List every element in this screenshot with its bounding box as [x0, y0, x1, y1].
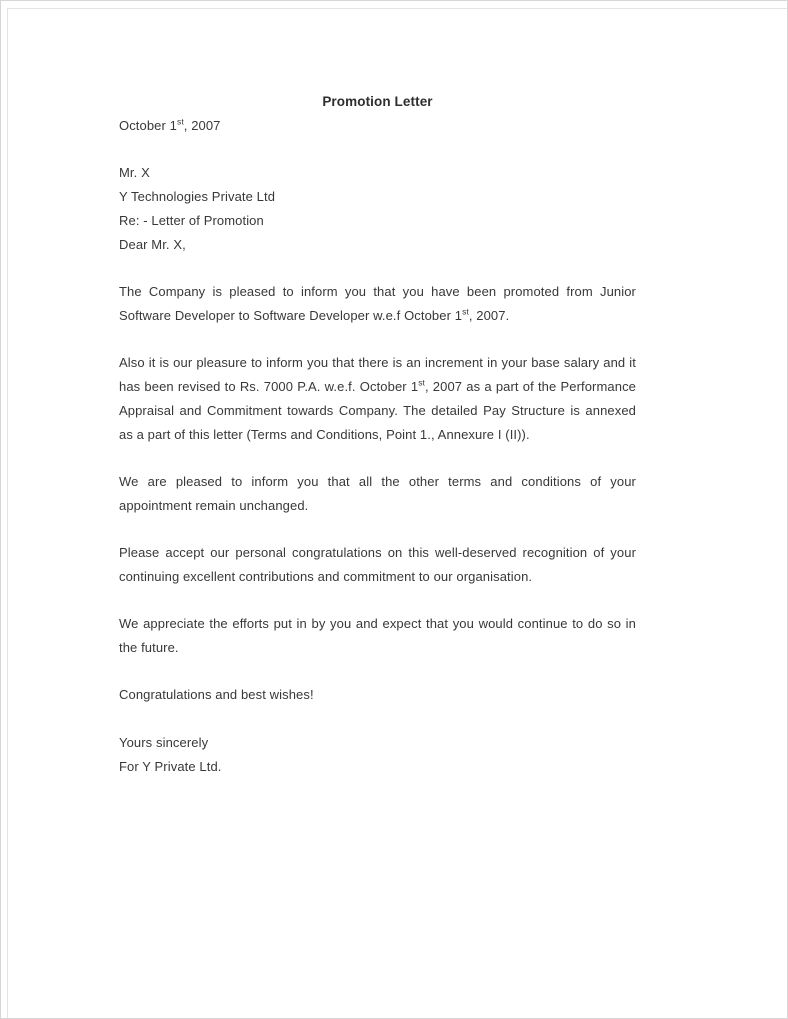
letter-page: [1, 1, 787, 1018]
recipient-company: Y Technologies Private Ltd: [119, 189, 276, 204]
salutation: Dear Mr. X,: [119, 237, 186, 252]
body-paragraph-5: We appreciate the efforts put in by you and expect that you would continue to do so in the future.: [119, 616, 636, 655]
body-paragraph-4: Please accept our personal congratulations on this well-deserved recognition of your continuing excellent contributions and commitment to our organisation.: [119, 545, 636, 584]
body-paragraph-1: The Company is pleased to inform you that you have been promoted from Junior Software Developer to Software Developer w.e.f October 1st, 2007.: [119, 284, 636, 323]
recipient-name: Mr. X: [119, 165, 150, 180]
body-paragraph-2: Also it is our pleasure to inform you that there is an increment in your base salary and it has been revised to Rs. 7000 P.A. w.e.f. October 1st, 2007 as a part of the Performance Appraisal and Commitment towards Company. The detailed Pay Structure is annexed as a part of this letter (Terms and Conditions, Point 1., Annexure I (II)).: [119, 355, 637, 442]
body-paragraph-3: We are pleased to inform you that all the other terms and conditions of your appointment remain unchanged.: [119, 474, 636, 513]
signoff-closing: Yours sincerely: [119, 735, 209, 750]
subject-line: Re: - Letter of Promotion: [119, 213, 264, 228]
signoff-company: For Y Private Ltd.: [119, 759, 222, 774]
letter-body: [119, 280, 636, 707]
letter-date: October 1st, 2007: [119, 116, 221, 133]
letter-title: Promotion Letter: [322, 94, 433, 109]
recipient-block: [119, 161, 636, 209]
body-paragraph-congratulations: Congratulations and best wishes!: [119, 687, 314, 702]
signoff-block: [119, 731, 636, 779]
